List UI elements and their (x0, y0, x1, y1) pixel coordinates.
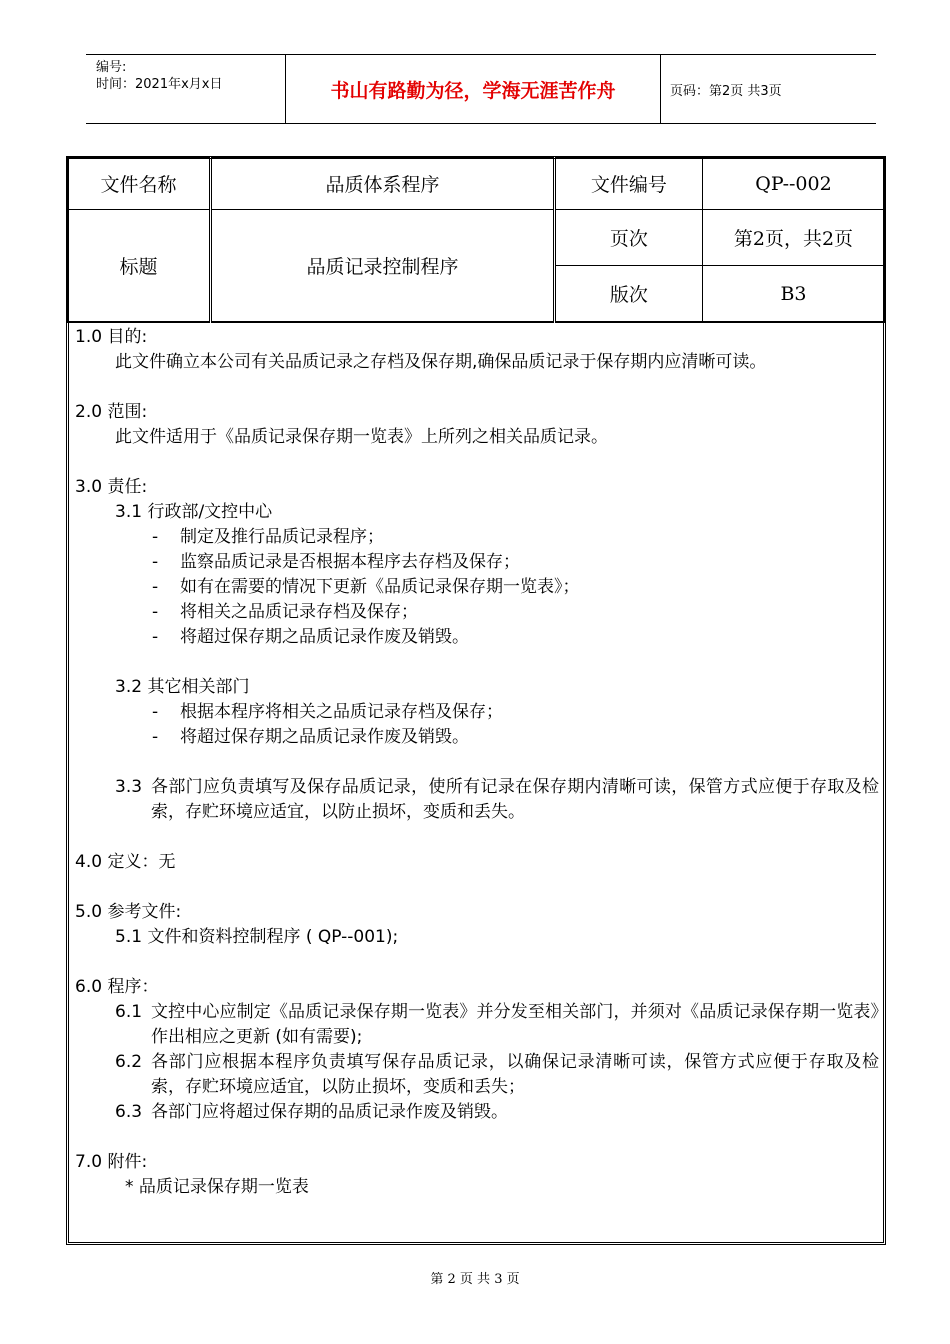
subsection-heading: 3.2 其它相关部门 (115, 677, 250, 697)
section-heading: 3.0 责任: (75, 477, 148, 497)
list-item: - 将超过保存期之品质记录作废及销毁。 (152, 727, 469, 747)
subsection-6-1: 6.1 文控中心应制定《品质记录保存期一览表》并分发至相关部门，并须对《品质记录保存期一览表》作出相应之更新 (如有需要); (115, 1002, 879, 1047)
page-footer: 第 2 页 共 3 页 (430, 1272, 520, 1287)
subsection-3-3: 3.3 各部门应负责填写及保存品质记录，使所有记录在保存期内清晰可读，保管方式应便于存取及检索，存贮环境应适宜，以防止损坏，变质和丢失。 (115, 777, 879, 822)
list-item: - 如有在需要的情况下更新《品质记录保存期一览表》； (152, 577, 580, 597)
doc-name-value: 品质体系程序 (211, 158, 555, 210)
section-heading: 7.0 附件: (75, 1152, 148, 1172)
version-value: B3 (702, 266, 884, 323)
list-item: - 将超过保存期之品质记录作废及销毁。 (152, 627, 469, 647)
document-frame (66, 156, 886, 1245)
title-value: 品质记录控制程序 (211, 210, 555, 323)
section-heading: 4.0 定义：无 (75, 852, 176, 872)
subsection-6-2: 6.2 各部门应根据本程序负责填写保存品质记录，以确保记录清晰可读，保管方式应便于存取及检索，存贮环境应适宜，以防止损坏，变质和丢失； (115, 1052, 879, 1097)
version-label: 版次 (554, 266, 702, 323)
list-item: - 将相关之品质记录存档及保存； (152, 602, 418, 622)
doc-no-value: QP--002 (702, 158, 884, 210)
section-text: 此文件适用于《品质记录保存期一览表》上所列之相关品质记录。 (115, 427, 608, 447)
subsection-6-3: 6.3 各部门应将超过保存期的品质记录作废及销毁。 (115, 1102, 508, 1122)
page-header (86, 54, 876, 124)
section-heading: 5.0 参考文件: (75, 902, 182, 922)
time-label: 时间：2021年x月x日 (96, 77, 223, 92)
attachment-item: * 品质记录保存期一览表 (125, 1177, 309, 1197)
header-meta (86, 55, 286, 123)
header-page-info: 页码：第2页 共3页 (670, 83, 782, 99)
doc-name-label: 文件名称 (68, 158, 211, 210)
page-value: 第2页，共2页 (702, 210, 884, 266)
doc-no-label: 文件编号 (554, 158, 702, 210)
list-item: - 监察品质记录是否根据本程序去存档及保存； (152, 552, 520, 572)
document-body (75, 325, 879, 1200)
document-info-table (67, 157, 885, 323)
title-label: 标题 (68, 210, 211, 323)
section-heading: 1.0 目的: (75, 327, 148, 347)
motto: 书山有路勤为径，学海无涯苦作舟 (286, 55, 661, 123)
section-heading: 6.0 程序： (75, 977, 159, 997)
page-label: 页次 (554, 210, 702, 266)
subsection-heading: 5.1 文件和资料控制程序 ( QP--001); (115, 927, 399, 947)
subsection-heading: 3.1 行政部/文控中心 (115, 502, 273, 522)
section-text: 此文件确立本公司有关品质记录之存档及保存期,确保品质记录于保存期内应清晰可读。 (115, 352, 767, 372)
list-item: - 根据本程序将相关之品质记录存档及保存； (152, 702, 503, 722)
section-heading: 2.0 范围: (75, 402, 148, 422)
list-item: - 制定及推行品质记录程序； (152, 527, 384, 547)
code-label: 编号: (96, 60, 127, 75)
